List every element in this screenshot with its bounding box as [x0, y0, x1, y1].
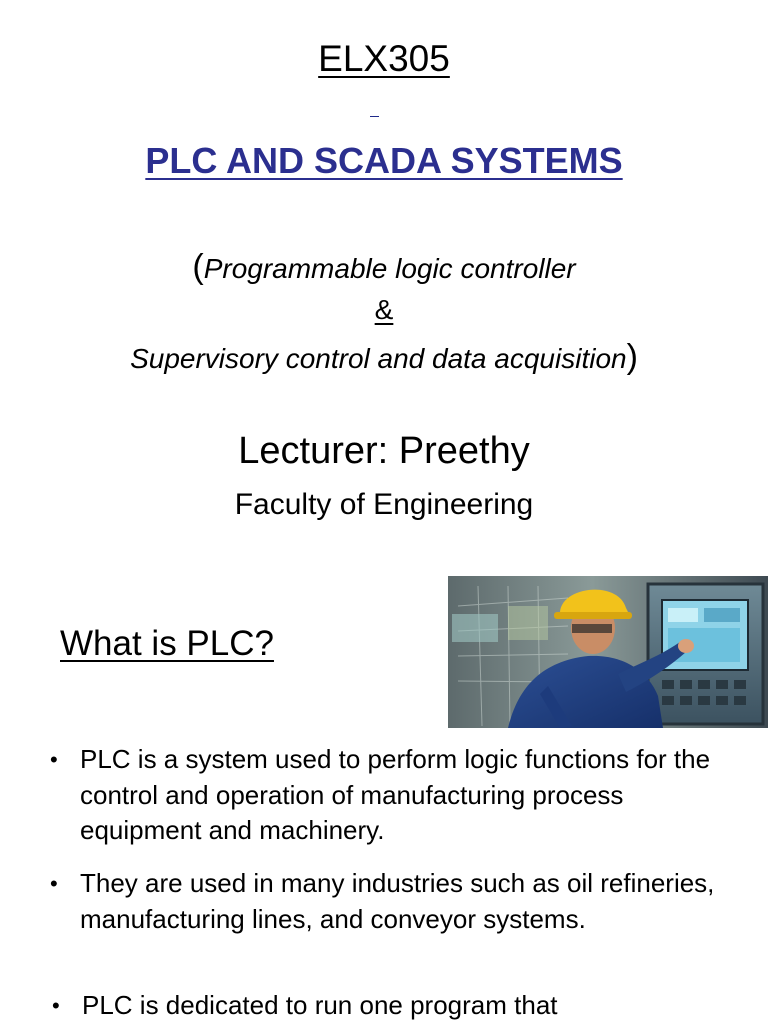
bullet-item-2 [50, 866, 740, 937]
subtitle-plc: Programmable logic controller [203, 253, 576, 284]
bullet-text: PLC is dedicated to run one program that [82, 990, 558, 1020]
open-paren: ( [192, 248, 204, 286]
subtitle-scada: Supervisory control and data acquisition [130, 343, 627, 374]
bullet-item-1 [50, 742, 740, 849]
bullet-text: They are used in many industries such as oil refineries, manufacturing lines, and conveyor systems. [80, 868, 715, 934]
ampersand: & [374, 294, 394, 325]
section-heading: What is PLC? [60, 624, 274, 663]
bullet-text: PLC is a system used to perform logic functions for the control and operation of manufacturing process equipment and machinery. [80, 744, 711, 845]
faculty-name: Faculty of Engineering [234, 488, 534, 521]
close-paren: ) [626, 338, 638, 376]
page-title: PLC AND SCADA SYSTEMS [145, 140, 623, 181]
bullet-icon: • [50, 747, 58, 772]
bullet-icon: • [50, 871, 58, 896]
subtitle-line-2 [0, 338, 768, 377]
bullet-icon: • [52, 993, 60, 1018]
underline-mark [370, 116, 379, 117]
course-code: ELX305 [318, 38, 450, 79]
engineer-photo [448, 576, 768, 728]
bullet-item-3 [52, 988, 742, 1024]
subtitle-line-1 [0, 248, 768, 287]
lecturer-name: Lecturer: Preethy [238, 430, 530, 472]
engineer-photo-illustration [448, 576, 768, 728]
